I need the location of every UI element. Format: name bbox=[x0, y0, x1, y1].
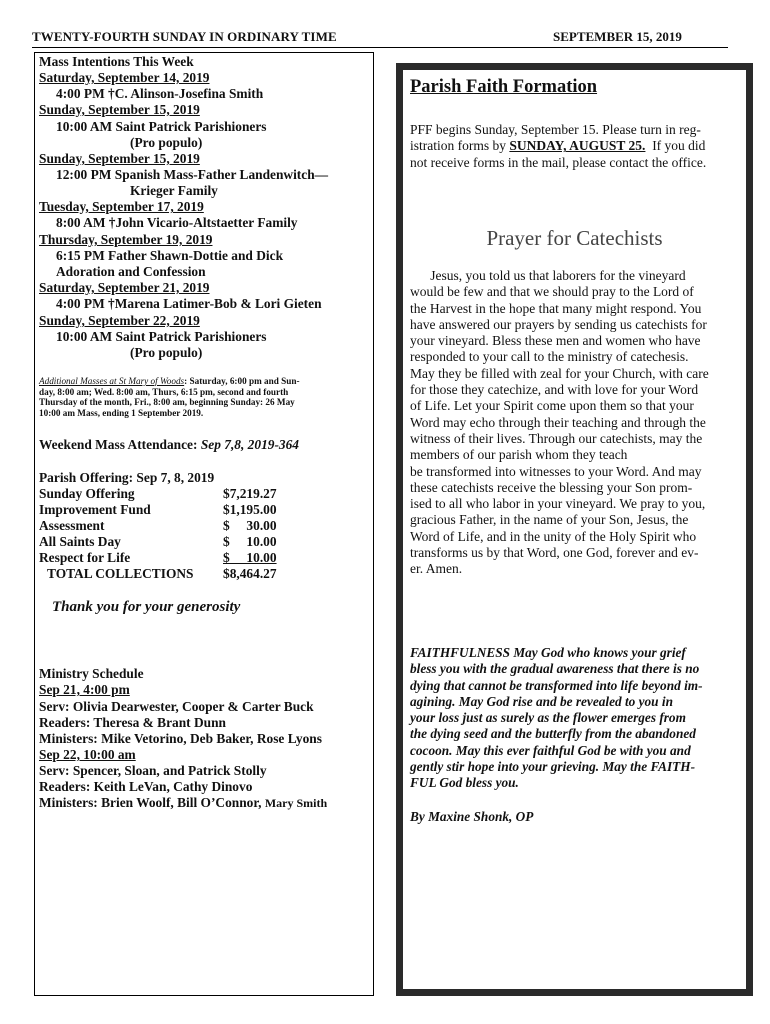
prayer-line: er. Amen. bbox=[410, 561, 463, 577]
faithfulness-blessing bbox=[410, 645, 746, 792]
prayer-line: would be few and that we should pray to the Lord of bbox=[410, 284, 694, 300]
pff-text: If you did bbox=[645, 138, 706, 154]
prayer-line: of Life. Let your Spirit come upon them so that your bbox=[410, 398, 694, 414]
offering-amount: $ 30.00 bbox=[223, 518, 277, 533]
prayer-line: ised to all who labor in your vineyard. We pray to you, bbox=[410, 496, 706, 512]
intention-entry: 10:00 AM Saint Patrick Parishioners bbox=[56, 119, 267, 134]
intention-entry: (Pro populo) bbox=[130, 135, 203, 150]
pff-text: PFF begins Sunday, September 15. Please turn in reg- bbox=[410, 122, 701, 137]
additional-masses-line: 10:00 am Mass, ending 1 September 2019. bbox=[39, 408, 204, 419]
left-column bbox=[34, 52, 374, 996]
pff-title: Parish Faith Formation bbox=[410, 77, 598, 97]
intention-entry: (Pro populo) bbox=[130, 345, 203, 360]
intention-date: Saturday, September 21, 2019 bbox=[39, 280, 210, 295]
intention-entry: 4:00 PM †Marena Latimer-Bob & Lori Gieten bbox=[56, 296, 322, 311]
offering-amount: $7,219.27 bbox=[223, 486, 277, 501]
pff-text: istration forms by bbox=[410, 138, 510, 154]
intention-date: Tuesday, September 17, 2019 bbox=[39, 199, 204, 214]
faithfulness-line: gently stir hope into your grieving. May the FAITH- bbox=[410, 759, 696, 775]
prayer-line: these catechists receive the blessing your Son prom- bbox=[410, 479, 693, 495]
offering-row bbox=[39, 486, 277, 501]
ministry-line bbox=[39, 795, 327, 811]
ministry-title: Ministry Schedule bbox=[39, 666, 144, 681]
thank-you-note: Thank you for your generosity bbox=[52, 599, 241, 615]
intention-date: Sunday, September 22, 2019 bbox=[39, 313, 200, 328]
prayer-line: Word may echo through their teaching and through the bbox=[410, 414, 706, 430]
bulletin-header-title: TWENTY-FOURTH SUNDAY IN ORDINARY TIME bbox=[32, 29, 337, 44]
additional-masses-line: day, 8:00 am; Wed. 8:00 am, Thurs, 6:15 pm, second and fourth bbox=[39, 386, 289, 397]
offering-label: Assessment bbox=[39, 518, 105, 533]
ministry-date: Sep 22, 10:00 am bbox=[39, 747, 136, 762]
faithfulness-line: cocoon. May this ever faithful God be with you and bbox=[410, 742, 691, 758]
pff-deadline: SUNDAY, AUGUST 25. bbox=[509, 138, 646, 154]
offering-total-amount: $8,464.27 bbox=[223, 566, 277, 581]
faithfulness-line: the dying seed and the butterfly from the abandoned bbox=[410, 726, 696, 742]
intention-entry: 6:15 PM Father Shawn-Dottie and Dick bbox=[56, 248, 284, 263]
faithfulness-line: agining. May God rise and be revealed to you in bbox=[410, 693, 673, 709]
intention-date: Sunday, September 15, 2019 bbox=[39, 151, 200, 166]
pff-text: not receive forms in the mail, please contact the office. bbox=[410, 154, 707, 170]
prayer-line: May they be filled with zeal for your Church, with care bbox=[410, 365, 709, 381]
offering-label: Improvement Fund bbox=[39, 502, 151, 517]
faithfulness-byline: By Maxine Shonk, OP bbox=[410, 809, 534, 824]
prayer-line: members of our parish whom they teach bbox=[410, 447, 628, 463]
offering-total-label: TOTAL COLLECTIONS bbox=[47, 566, 194, 581]
offering-amount: $1,195.00 bbox=[223, 502, 277, 517]
intention-date: Saturday, September 14, 2019 bbox=[39, 70, 210, 85]
prayer-line: have answered our prayers by sending us catechists for bbox=[410, 316, 707, 332]
ministry-line: Serv: Spencer, Sloan, and Patrick Stolly bbox=[39, 763, 267, 778]
intention-entry: 12:00 PM Spanish Mass-Father Landenwitch— bbox=[56, 167, 329, 182]
ministry-date: Sep 21, 4:00 pm bbox=[39, 682, 130, 697]
faithfulness-line: FAITHFULNESS May God who knows your grief bbox=[410, 645, 686, 660]
ministry-line: Ministers: Mike Vetorino, Deb Baker, Rose Lyons bbox=[39, 731, 322, 746]
intention-entry: Krieger Family bbox=[130, 183, 218, 198]
faithfulness-line: FUL God bless you. bbox=[410, 775, 519, 791]
additional-masses-note bbox=[39, 376, 371, 419]
prayer-line: the Harvest in the hope that many might respond. You bbox=[410, 300, 702, 316]
prayer-line: your vineyard. Bless these men and women who have bbox=[410, 333, 701, 349]
bulletin-header-date: SEPTEMBER 15, 2019 bbox=[553, 29, 682, 44]
intention-entry: 8:00 AM †John Vicario-Altstaetter Family bbox=[56, 215, 298, 230]
ministry-line: Readers: Theresa & Brant Dunn bbox=[39, 715, 226, 730]
ministry-line-tail: Mary Smith bbox=[264, 796, 328, 810]
intentions-title: Mass Intentions This Week bbox=[39, 54, 194, 69]
faithfulness-line: bless you with the gradual awareness that there is no bbox=[410, 661, 700, 677]
offering-amount: $ 10.00 bbox=[223, 534, 277, 549]
prayer-line: gracious Father, in the name of your Son, Jesus, the bbox=[410, 512, 689, 528]
intention-entry: Adoration and Confession bbox=[56, 264, 206, 279]
offering-label: All Saints Day bbox=[39, 534, 121, 549]
additional-masses-line: : Saturday, 6:00 pm and Sun- bbox=[184, 376, 300, 386]
offering-label: Sunday Offering bbox=[39, 486, 135, 501]
intention-date: Thursday, September 19, 2019 bbox=[39, 232, 213, 247]
prayer-line: responded to your call to the ministry of catechesis. bbox=[410, 349, 689, 365]
prayer-line: Word of Life, and in the unity of the Holy Spirit who bbox=[410, 528, 697, 544]
offering-label: Respect for Life bbox=[39, 550, 131, 565]
intention-entry: 4:00 PM †C. Alinson-Josefina Smith bbox=[56, 86, 264, 101]
offering-title: Parish Offering: Sep 7, 8, 2019 bbox=[39, 470, 215, 485]
prayer-line: Jesus, you told us that laborers for the vineyard bbox=[410, 268, 686, 283]
ministry-line: Serv: Olivia Dearwester, Cooper & Carter Buck bbox=[39, 699, 314, 714]
ministry-line-text: Ministers: Brien Woolf, Bill O’Connor, bbox=[39, 795, 262, 810]
additional-masses-line: Thursday of the month, Fri., 8:00 am, beginning Sunday: 26 May bbox=[39, 397, 295, 408]
intention-entry: 10:00 AM Saint Patrick Parishioners bbox=[56, 329, 267, 344]
header-rule bbox=[32, 47, 728, 48]
attendance-label: Weekend Mass Attendance: bbox=[39, 437, 198, 452]
attendance-value: Sep 7,8, 2019-364 bbox=[200, 437, 300, 452]
prayer-body bbox=[410, 268, 746, 578]
prayer-title: Prayer for Catechists bbox=[486, 226, 663, 250]
ministry-line: Readers: Keith LeVan, Cathy Dinovo bbox=[39, 779, 253, 794]
offering-row bbox=[39, 550, 277, 565]
faithfulness-line: your loss just as surely as the flower emerges from bbox=[410, 710, 686, 726]
intention-date: Sunday, September 15, 2019 bbox=[39, 102, 200, 117]
pff-body bbox=[410, 122, 746, 171]
right-column bbox=[396, 63, 753, 996]
prayer-line: for those they catechize, and with love for your Word bbox=[410, 382, 699, 398]
prayer-line: witness of their lives. Through our catechists, may the bbox=[410, 430, 703, 446]
faithfulness-line: dying that cannot be transformed into life beyond im- bbox=[410, 677, 703, 693]
offering-total-row bbox=[47, 566, 277, 581]
mass-attendance bbox=[39, 437, 299, 452]
offering-row bbox=[39, 502, 277, 517]
offering-row bbox=[39, 518, 277, 533]
offering-amount: $ 10.00 bbox=[223, 550, 277, 565]
offering-row bbox=[39, 534, 277, 549]
prayer-line: transforms us by that Word, one God, forever and ev- bbox=[410, 545, 699, 561]
additional-masses-label: Additional Masses at St Mary of Woods bbox=[39, 376, 185, 386]
prayer-line: be transformed into witnesses to your Word. And may bbox=[410, 463, 702, 479]
